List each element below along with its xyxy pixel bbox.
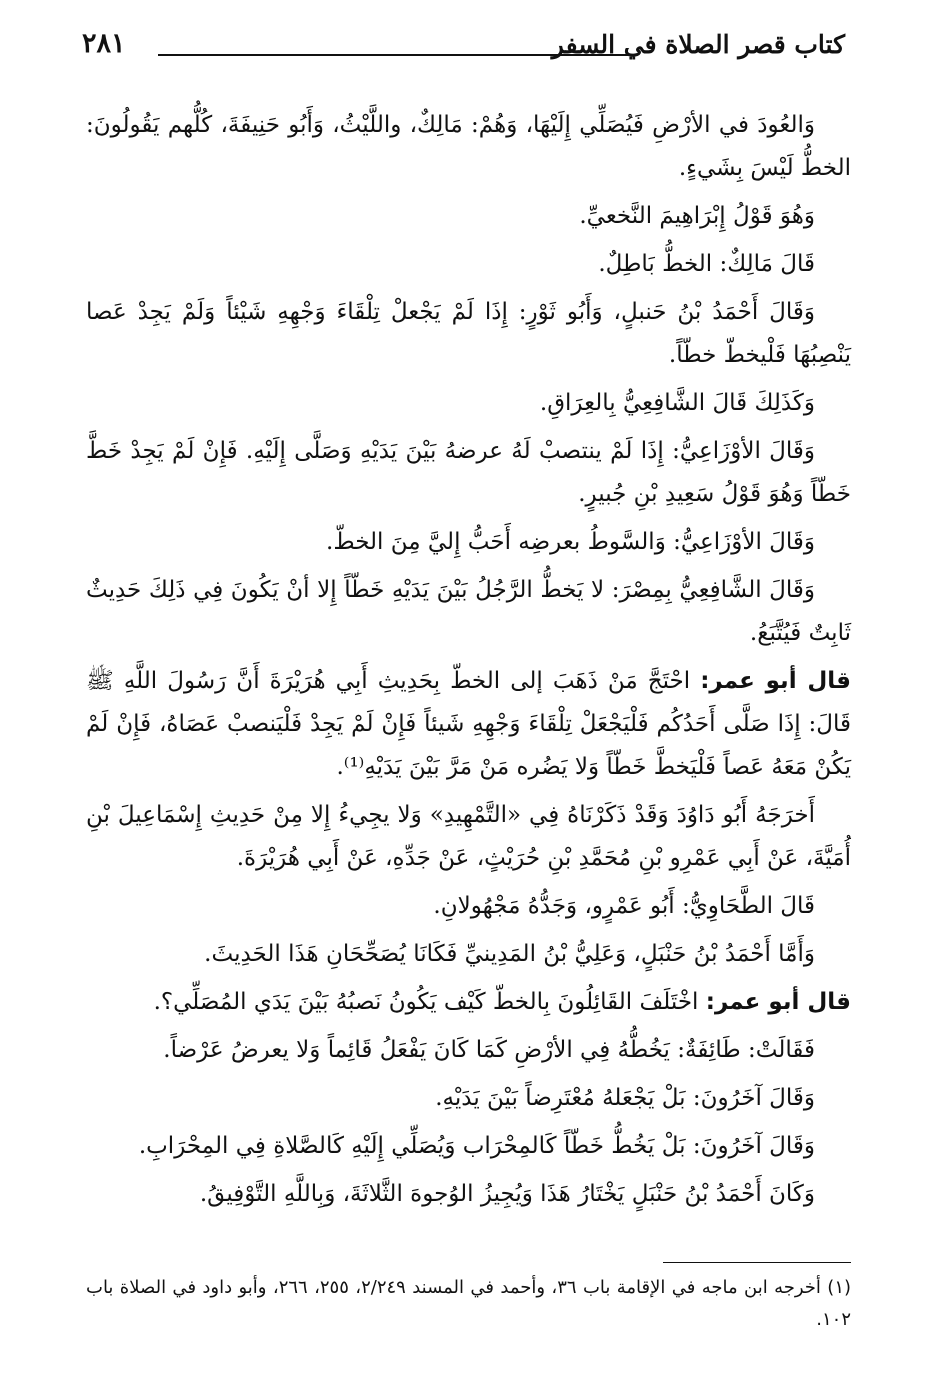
paragraph <box>86 981 851 1024</box>
paragraph <box>86 104 851 190</box>
paragraph <box>86 933 851 976</box>
paragraph <box>86 1125 851 1168</box>
main-text <box>86 104 851 1221</box>
paragraph <box>86 1029 851 1072</box>
paragraph-text: اخْتَلَفَ القَائِلُونَ بِالخطّ كَيْف يَكُونُ نَصبُهُ بَيْنَ يَدَي المُصَلِّي؟. <box>153 989 706 1015</box>
paragraph-text: وَقَالَ الأوْزَاعِيُّ: وَالسَّوطُ بعرضِه أَحَبُّ إِليَّ مِنَ الخطّ. <box>326 529 815 555</box>
footnotes <box>86 1272 851 1336</box>
header-rule <box>158 54 633 56</box>
paragraph <box>86 1077 851 1120</box>
paragraph <box>86 1173 851 1216</box>
page-header <box>82 28 845 72</box>
footnote: (١) أخرجه ابن ماجه في الإقامة باب ٣٦، وأحمد في المسند ٢/٢٤٩، ٢٥٥، ٢٦٦، وأبو داود في الصلاة باب ١٠٢. <box>86 1277 852 1330</box>
paragraph <box>86 430 851 516</box>
paragraph-text: فَقَالَتْ: طَائِفَةٌ: يَخُطُّهُ فِي الأرْضِ كَمَا كَانَ يَفْعَلُ قَائِماً وَلا يعرضُ عَرْضاً. <box>163 1037 815 1063</box>
paragraph <box>86 382 851 425</box>
paragraph-text: قَالَ الطَّحَاوِيُّ: أَبُو عَمْرٍو، وَجَدُّهُ مَجْهُولانِ. <box>433 893 815 919</box>
paragraph <box>86 794 851 880</box>
paragraph-text: وَقَالَ آخَرُونَ: بَلْ يَجْعَلهُ مُعْتَرِضاً بَيْنَ يَدَيْهِ. <box>435 1085 815 1111</box>
paragraph <box>86 195 851 238</box>
page-number: ٢٨١ <box>82 28 126 59</box>
paragraph-text: وَقَالَ الشَّافِعِيُّ بِمِصْرَ: لا يَخطُّ الرَّجُلُ بَيْنَ يَدَيْهِ خَطّاً إِلا أنْ يَكُونَ فِي ذَلِكَ حَدِيثٌ ثَابِتٌ فَيُتَّبَعُ. <box>86 577 851 646</box>
paragraph-text: وَأَمَّا أَحْمَدُ بْنُ حَنْبَلٍ، وَعَلِيُّ بْنُ المَدِينيِّ فَكَانَا يُصَحِّحَانِ هَذَا الحَدِيثَ. <box>204 941 815 967</box>
paragraph-text: وَكَانَ أَحْمَدُ بْنُ حَنْبَلٍ يَخْتَارُ هَذَا وَيُجِيزُ الوُجوهَ الثَّلاثَةَ، وَبِاللَّهِ التَّوْفِيقُ. <box>199 1181 815 1207</box>
paragraph-text: وَكَذَلِكَ قَالَ الشَّافِعِيُّ بِالعِرَاقِ. <box>539 390 815 416</box>
paragraph <box>86 660 851 789</box>
paragraph-text: وَالعُودَ في الأرْضِ فَيُصَلِّي إِلَيْهَا، وَهُمْ: مَالِكٌ، واللَّيْثُ، وَأَبُو حَنِيفَةَ، كُلُّهم يَقُولُونَ: الخطُّ لَيْسَ بِشَيءٍ. <box>86 112 851 181</box>
paragraph <box>86 291 851 377</box>
paragraph <box>86 885 851 928</box>
paragraph <box>86 243 851 286</box>
paragraph-lead: قال أبو عمر: <box>700 668 851 694</box>
paragraph-text: قَالَ مَالِكٌ: الخطُّ بَاطِلٌ. <box>598 251 815 277</box>
paragraph-text: وَقَالَ الأوْزَاعِيُّ: إِذَا لَمْ ينتصبْ لَهُ عرضهُ بَيْنَ يَدَيْهِ وَصَلَّى إِلَيْهِ. فَإِنْ لَمْ يَجِدْ خَطَّ خَطّاً وَهُوَ قَوْلُ سَعِيدِ بْنِ جُبيرٍ. <box>86 438 851 507</box>
running-title: كتاب قصر الصلاة في السفر <box>551 30 845 59</box>
footnote-separator <box>663 1262 851 1263</box>
paragraph-text: وَقَالَ آخَرُونَ: بَلْ يَخُطُّ خَطّاً كَالمِحْرَاب وَيُصَلِّي إِلَيْهِ كَالصَّلاةِ فِي المِحْرَابِ. <box>138 1133 815 1159</box>
paragraph <box>86 521 851 564</box>
paragraph-text: وَقَالَ أَحْمَدُ بْنُ حَنبلٍ، وَأَبُو ثَوْرٍ: إِذَا لَمْ يَجْعلْ تِلْقَاءَ وَجْهِهِ شَيْئاً وَلَمْ يَجِدْ عَصا يَنْصِبُهَا فَلْيخطّ خطّاً. <box>86 299 851 368</box>
paragraph-text: وَهُوَ قَوْلُ إِبْرَاهِيمَ النَّخعيِّ. <box>579 203 815 229</box>
paragraph-text: احْتَجَّ مَنْ ذَهَبَ إلى الخطّ بِحَدِيثِ أَبِي هُرَيْرَةَ أَنَّ رَسُولَ اللَّهِ ﷺ قَالَ: إِذَا صَلَّى أَحَدُكُم فَلْيَجْعَلْ تِلْقَاءَ وَجْهِهِ شَيئاً فَإِنْ لَمْ يَجِدْ فَلْيَنصبْ عَصَاهُ، فَإِنْ لَمْ يَكُنْ مَعَهُ عَصاً فَلْيَخطَّ خَطّاً وَلا يَضُره مَنْ مَرَّ بَيْنَ يَدَيْهِ⁽¹⁾. <box>86 668 851 780</box>
paragraph-text: أَخرَجَهُ أَبُو دَاوُدَ وَقَدْ ذَكَرْنَاهُ فِي «التَّمْهِيدِ» وَلا يجِيءُ إِلا مِنْ حَدِيثِ إِسْمَاعِيلَ بْنِ أُمَيَّةَ، عَنْ أَبِي عَمْرِو بْنِ مُحَمَّدِ بْنِ حُرَيْثٍ، عَنْ جَدِّهِ، عَنْ أَبِي هُرَيْرَةَ. <box>86 802 851 871</box>
paragraph-lead: قال أبو عمر: <box>705 989 851 1015</box>
paragraph <box>86 569 851 655</box>
